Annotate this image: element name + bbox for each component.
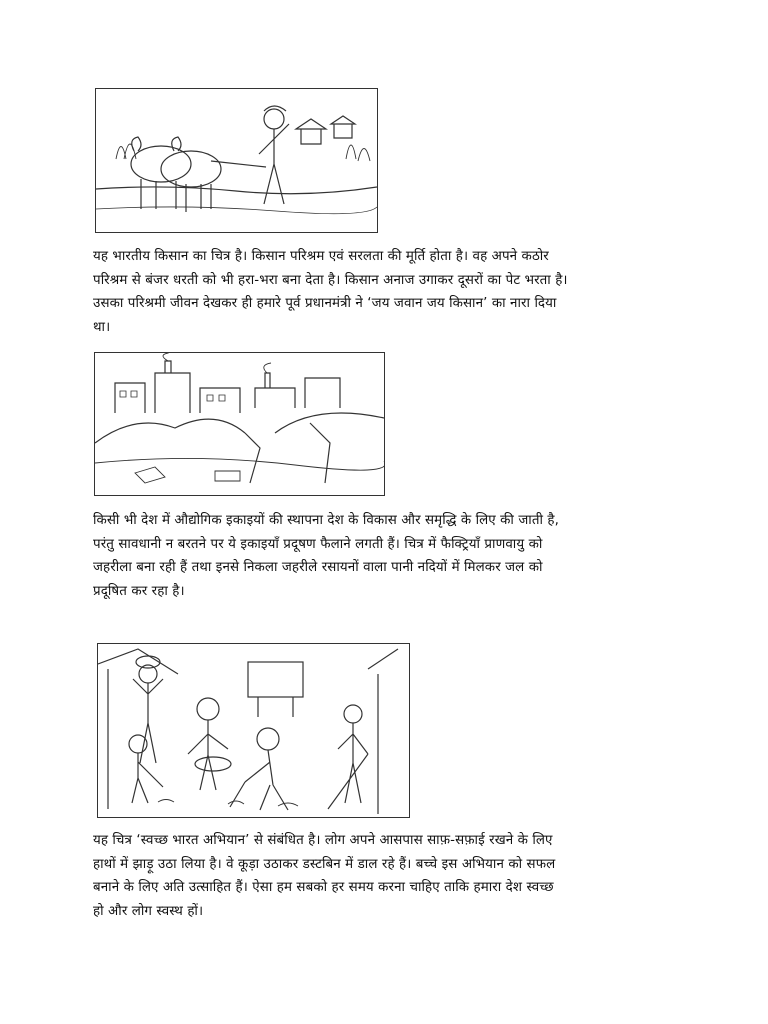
farmer-with-oxen-icon [96, 89, 377, 232]
text-line: परंतु सावधानी न बरतने पर ये इकाइयाँ प्रदूषण फैलाने लगती हैं। चित्र में फैक्ट्रियाँ प्राणवायु को [93, 536, 543, 552]
paragraph-farmer [93, 245, 683, 339]
swachh-bharat-illustration [97, 643, 410, 818]
text-line: किसी भी देश में औद्योगिक इकाइयों की स्थापना देश के विकास और समृद्धि के लिए की जाती है, [93, 513, 559, 528]
factory-pollution-icon [95, 353, 384, 495]
text-line: था। [93, 319, 111, 335]
text-line: परिश्रम से बंजर धरती को भी हरा-भरा बना देता है। किसान अनाज उगाकर दूसरों का पेट भरता है। [93, 272, 568, 288]
text-line: यह चित्र ‘स्वच्छ भारत अभियान’ से संबंधित है। लोग अपने आसपास साफ़-सफ़ाई रखने के लिए [93, 833, 553, 848]
text-line: बनाने के लिए अति उत्साहित हैं। ऐसा हम सबको हर समय करना चाहिए ताकि हमारा देश स्वच्छ [93, 880, 554, 895]
paragraph-swachh-bharat [93, 829, 683, 923]
text-line: हो और लोग स्वस्थ हों। [93, 903, 204, 919]
text-line: हाथों में झाड़ू उठा लिया है। वे कूड़ा उठाकर डस्टबिन में डाल रहे हैं। बच्चे इस अभियान को सफल [93, 856, 556, 872]
text-line: प्रदूषित कर रहा है। [93, 583, 185, 599]
paragraph-industry [93, 509, 683, 603]
text-line: जहरीला बना रही हैं तथा इनसे निकला जहरीले रसायनों वाला पानी नदियों में मिलकर जल को [93, 560, 543, 575]
factory-pollution-illustration [94, 352, 385, 496]
text-line: यह भारतीय किसान का चित्र है। किसान परिश्रम एवं सरलता की मूर्ति होता है। वह अपने कठोर [93, 249, 549, 264]
text-line: उसका परिश्रमी जीवन देखकर ही हमारे पूर्व प्रधानमंत्री ने ‘जय जवान जय किसान’ का नारा दिया [93, 296, 557, 311]
swachh-bharat-cleaning-icon [98, 644, 409, 817]
farmer-illustration [95, 88, 378, 233]
